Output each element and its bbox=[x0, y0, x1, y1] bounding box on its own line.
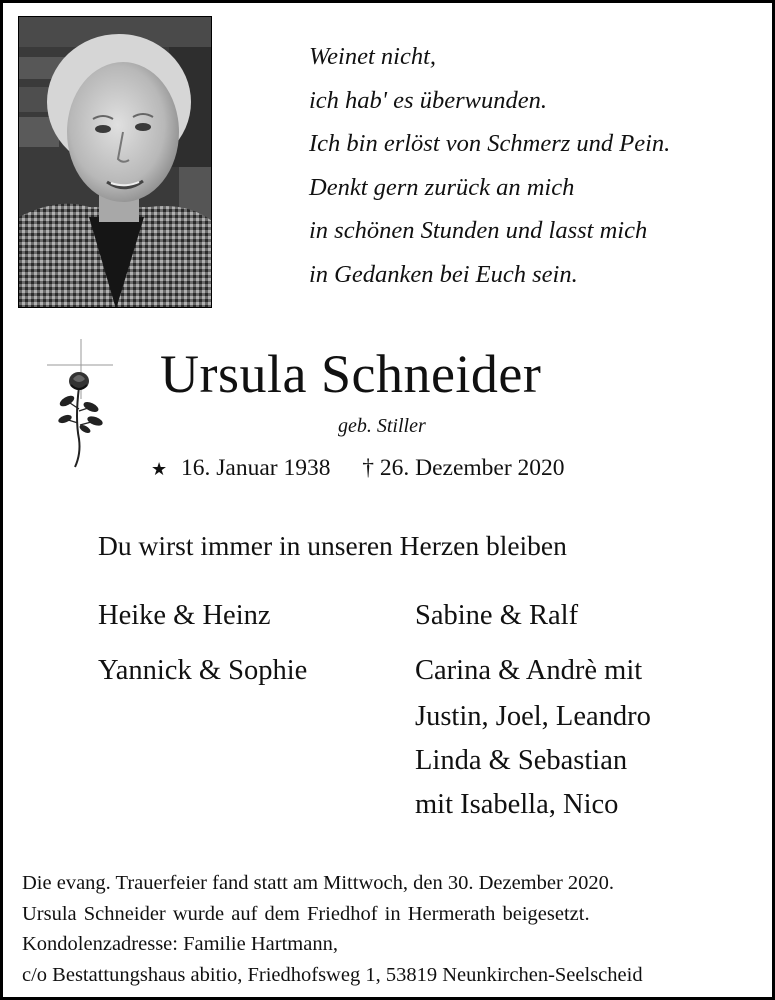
footer-line: Kondolenzadresse: Familie Hartmann, bbox=[22, 933, 338, 955]
memorial-motto: Du wirst immer in unseren Herzen bleiben bbox=[98, 530, 567, 561]
family-member: Justin, Joel, Leandro bbox=[415, 701, 651, 732]
family-member: Sabine & Ralf bbox=[415, 600, 579, 631]
poem-line: in Gedanken bei Euch sein. bbox=[309, 260, 578, 288]
death-date: 26. Dezember 2020 bbox=[379, 455, 565, 481]
footer-line: c/o Bestattungshaus abitio, Friedhofsweg 1, 53819 Neunkirchen-Seelscheid bbox=[22, 963, 643, 986]
family-member: Linda & Sebastian bbox=[415, 745, 628, 776]
birth-date: 16. Januar 1938 bbox=[181, 455, 331, 481]
family-member: Carina & Andrè mit bbox=[415, 655, 643, 686]
poem-line: ich hab' es überwunden. bbox=[309, 86, 547, 114]
funeral-details bbox=[22, 868, 762, 990]
footer-line: Ursula Schneider wurde auf dem Friedhof in Hermerath beigesetzt. bbox=[22, 902, 590, 925]
rose-cross-icon bbox=[45, 339, 115, 471]
family-member: Heike & Heinz bbox=[98, 600, 271, 631]
poem-line: Denkt gern zurück an mich bbox=[309, 173, 575, 201]
death-cross-icon: † bbox=[362, 455, 374, 481]
life-dates bbox=[151, 455, 565, 482]
family-member: Yannick & Sophie bbox=[98, 655, 308, 686]
deceased-name: Ursula Schneider bbox=[160, 344, 542, 404]
poem-line: Weinet nicht, bbox=[309, 43, 437, 70]
footer-line: Die evang. Trauerfeier fand statt am Mittwoch, den 30. Dezember 2020. bbox=[22, 872, 615, 894]
family-member: mit Isabella, Nico bbox=[415, 789, 619, 820]
poem-line: in schönen Stunden und lasst mich bbox=[309, 217, 648, 245]
poem bbox=[309, 35, 739, 297]
maiden-name: geb. Stiller bbox=[338, 415, 426, 437]
portrait-photo bbox=[18, 16, 212, 308]
poem-line: Ich bin erlöst von Schmerz und Pein. bbox=[309, 130, 671, 158]
birth-star-icon: ★ bbox=[151, 459, 168, 479]
